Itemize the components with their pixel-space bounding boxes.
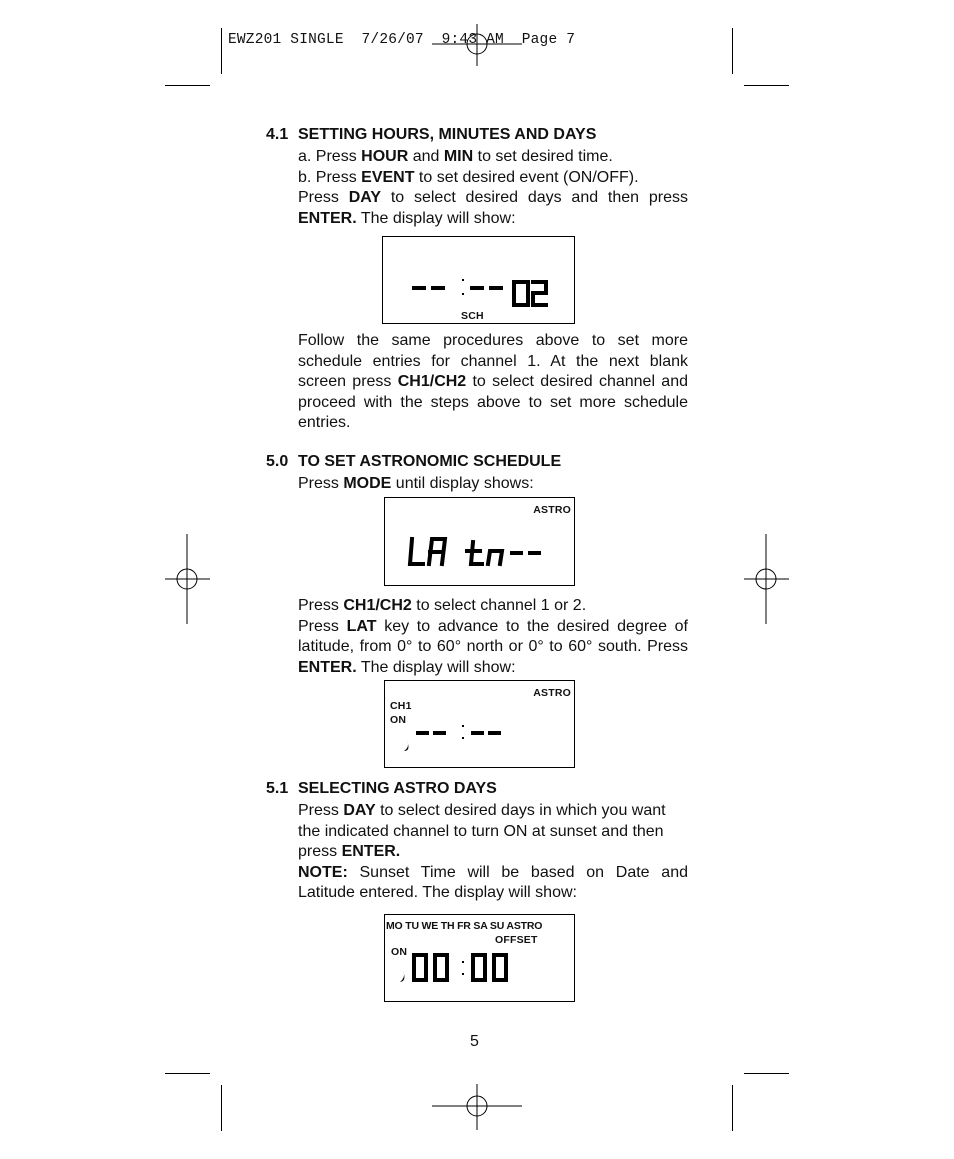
lcd-display-schedule — [382, 236, 575, 324]
lcd-label-astro: ASTRO — [533, 504, 571, 516]
section-5-1-body: Press DAY to select desired days in which you want the indicated channel to turn ON at sunset and then press ENTER. NOTE: Sunset Time will be based on Date and Latitude entered. The display will show: — [298, 802, 688, 901]
page-number: 5 — [470, 1033, 479, 1050]
step-a: a. Press HOUR and MIN to set desired time. — [298, 148, 613, 165]
lcd-digits-latitude — [385, 498, 574, 585]
lcd-label-ch1: CH1 — [390, 700, 412, 712]
moon-icon-2 — [400, 971, 404, 982]
section-heading-5-0: 5.0 TO SET ASTRONOMIC SCHEDULE — [266, 453, 562, 470]
step-c: Press DAY to select desired days and then press ENTER. The display will show: — [298, 189, 688, 227]
lcd-label-days: MO TU WE TH FR SA SU ASTRO — [386, 920, 543, 932]
lcd-display-astro-days — [384, 914, 575, 1002]
lcd-display-astro-channel — [384, 680, 575, 768]
lcd-label-sch: SCH — [461, 310, 484, 322]
section-heading-4-1: 4.1 SETTING HOURS, MINUTES AND DAYS — [266, 126, 597, 143]
lcd-digits-astro-days — [385, 915, 574, 1001]
section-5-0-after: Press CH1/CH2 to select channel 1 or 2. Press LAT key to advance to the desired degree of latitude, from 0° to 60° north or 0° to 60° south. Press ENTER. The display will show: — [298, 597, 688, 676]
lcd-display-latitude — [384, 497, 575, 586]
lcd-label-on: ON — [390, 714, 407, 726]
section-5-0-intro: Press MODE until display shows: — [298, 475, 534, 492]
lcd-digits-astro-channel — [385, 681, 574, 767]
lcd-label-astro-2: ASTRO — [533, 687, 571, 699]
section-4-1-steps — [298, 147, 688, 229]
section-4-1-follow: Follow the same procedures above to set more schedule entries for channel 1. At the next blank screen press CH1/CH2 to select desired channel and proceed with the steps above to set more schedule entries. — [298, 332, 688, 431]
lcd-label-offset: OFFSET — [495, 934, 538, 946]
lcd-label-on-2: ON — [391, 946, 408, 958]
print-slug: EWZ201 SINGLE 7/26/07 9:43 AM Page 7 — [228, 32, 576, 48]
moon-icon — [404, 741, 408, 751]
section-heading-5-1: 5.1 SELECTING ASTRO DAYS — [266, 780, 497, 797]
step-b: b. Press EVENT to set desired event (ON/OFF). — [298, 168, 639, 186]
